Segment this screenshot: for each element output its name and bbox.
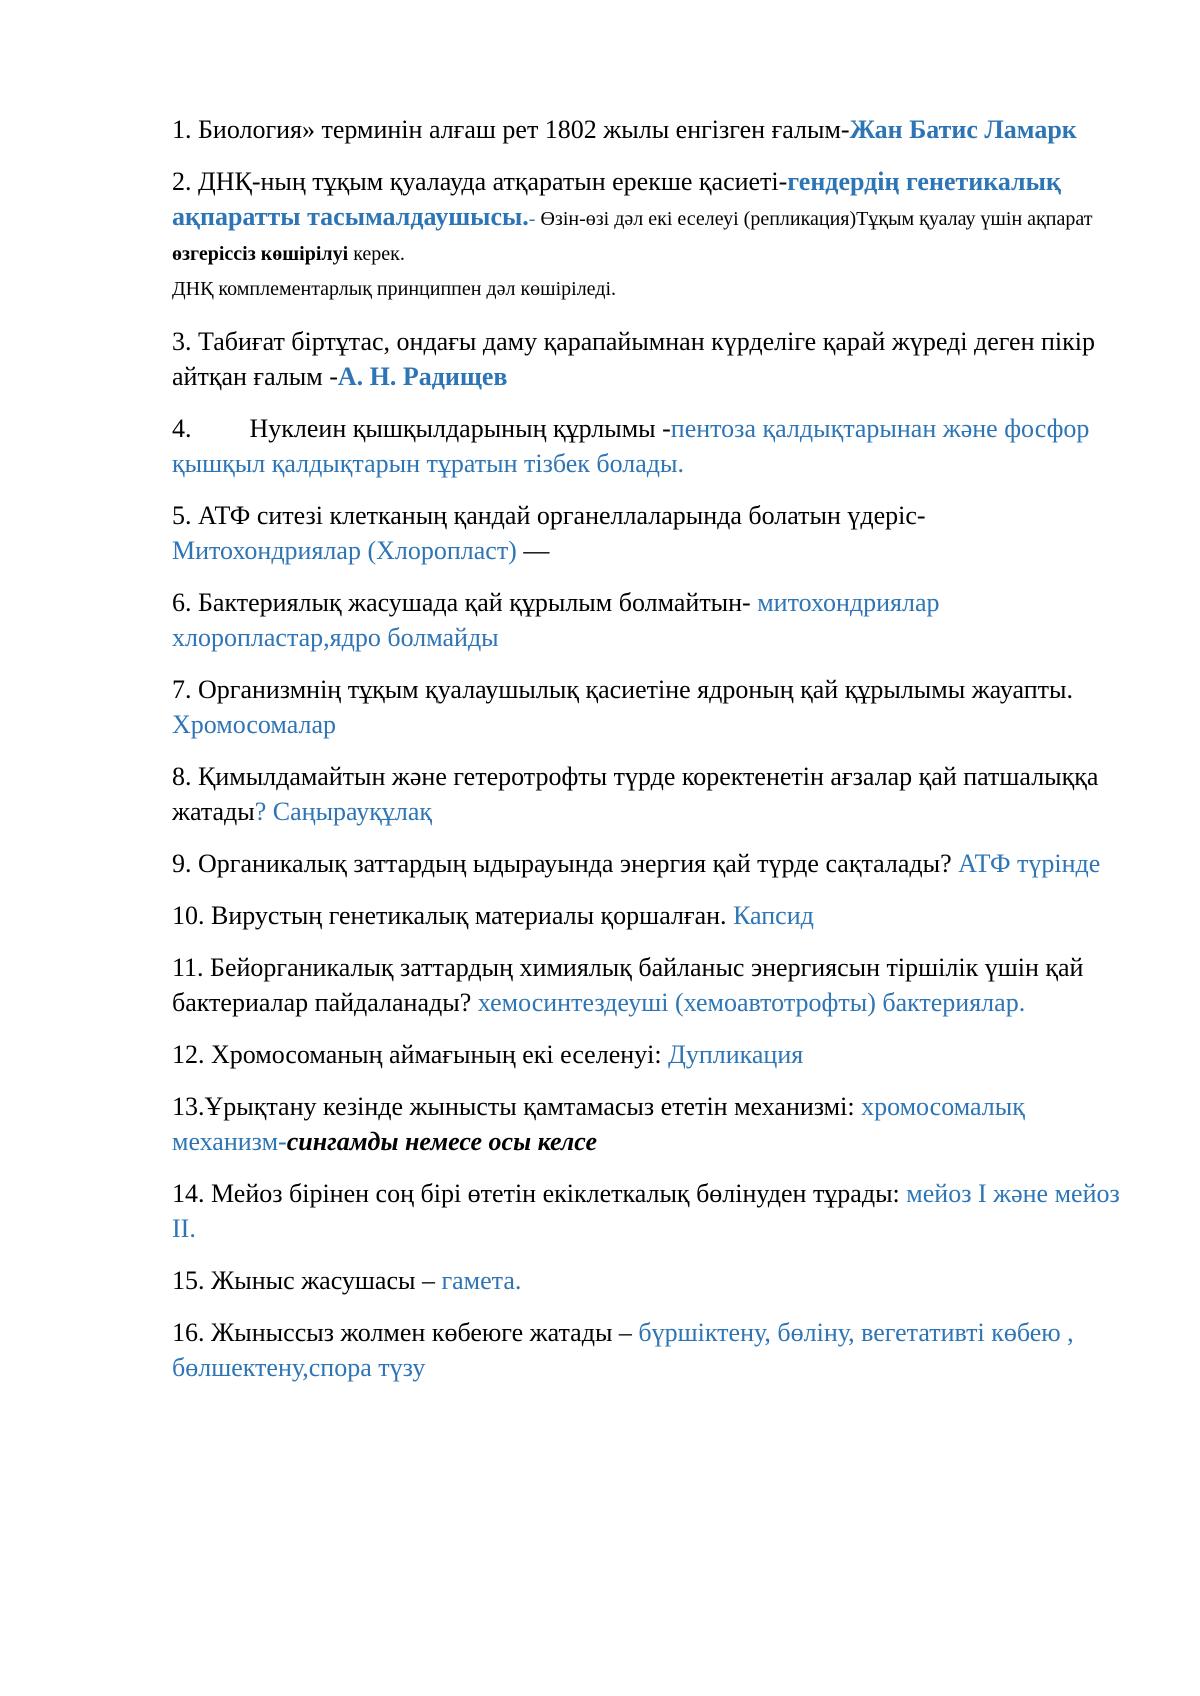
- answer-emphasis: сингамды немесе осы келсе: [286, 1127, 598, 1156]
- answer-text: Хромосомалар: [172, 710, 336, 739]
- answer-text: Дупликация: [668, 1040, 804, 1069]
- answer-text: митохондриялар хлоропластар,ядро болмайды: [172, 588, 940, 652]
- question-14: 14. Мейоз бірінен соң бірі өтетін екіклеткалық бөлінуден тұрады: мейоз I және мейоз II.: [172, 1179, 1120, 1243]
- question-8: 8. Қимылдамайтын және гетеротрофты түрде коректенетін ағзалар қай патшалыққа жатады? Саңырауқұлақ: [172, 762, 1099, 826]
- note-text-2: ДНҚ комплементарлық принциппен дәл көшіріледі.: [172, 278, 617, 300]
- question-15: 15. Жыныс жасушасы – гамета.: [172, 1266, 522, 1295]
- answer-text: гендердің генетикалық ақпаратты тасымалдаушысы.: [172, 167, 1061, 231]
- question-text: Организмнің тұқым қуалаушылық қасиетіне ядроның қай құрылымы жауапты.: [198, 675, 1073, 704]
- question-text: Бейорганикалық заттардың химиялық байланыс энергиясын тіршілік үшін қай бактериалар пайдаланады?: [172, 953, 1084, 1017]
- question-12: 12. Хромосоманың аймағының екі еселенуі: Дупликация: [172, 1040, 804, 1069]
- question-5: 5. АТФ ситезі клетканың қандай органеллаларында болатын үдеріс- Митохондриялар (Хлоропласт) —: [172, 501, 926, 565]
- answer-text: мейоз I және мейоз II.: [172, 1179, 1120, 1243]
- answer-text: АТФ түрінде: [958, 849, 1101, 878]
- question-13: 13.Ұрықтану кезінде жынысты қамтамасыз ететін механизмі: хромосомалық механизм-сингамды немесе осы келсе: [172, 1092, 1025, 1156]
- question-text: Ұрықтану кезінде жынысты қамтамасыз ететін механизмі:: [204, 1092, 862, 1121]
- note-bold-text: өзгеріссіз көшірілуі: [172, 243, 349, 265]
- question-7: 7. Организмнің тұқым қуалаушылық қасиетіне ядроның қай құрылымы жауапты. Хромосомалар: [172, 675, 1073, 739]
- question-list: [172, 112, 1132, 1402]
- question-text: Табиғат біртұтас, ондағы даму қарапайымнан күрделіге қарай жүреді деген пікір айтқан ғалым -: [172, 327, 1095, 391]
- question-3: 3. Табиғат біртұтас, ондағы даму қарапайымнан күрделіге қарай жүреді деген пікір айтқан ғалым -А. Н. Радищев: [172, 327, 1095, 391]
- question-text: Нуклеин қышқылдарының құрлымы -: [249, 414, 671, 443]
- question-2: 2. ДНҚ-ның тұқым қуалауда атқаратын ерекше қасиеті-гендердің генетикалық ақпаратты тасымалдаушысы.- Өзін-өзі дәл екі еселеуі (репликация)Тұқым қуалау үшін ақпарат өзгеріссіз көшірілуі керек. ДНҚ комплементарлық принциппен дәл көшіріледі.: [172, 167, 1093, 300]
- question-9: 9. Органикалық заттардың ыдырауында энергия қай түрде сақталады? АТФ түрінде: [172, 849, 1101, 878]
- question-6: 6. Бактериялық жасушада қай құрылым болмайтын- митохондриялар хлоропластар,ядро болмайды: [172, 588, 940, 652]
- question-text: Мейоз бірінен соң бірі өтетін екіклеткалық бөлінуден тұрады:: [211, 1179, 907, 1208]
- answer-text: Митохондриялар (Хлоропласт): [172, 536, 517, 565]
- answer-text: гамета.: [441, 1266, 522, 1295]
- answer-text: пентоза қалдықтарынан және фосфор қышқыл қалдықтарын тұратын тізбек болады.: [172, 414, 1090, 478]
- question-1: 1. Биология» терминін алғаш рет 1802 жылы енгізген ғалым-Жан Батис Ламарк: [172, 115, 1077, 144]
- question-4: 4. Нуклеин қышқылдарының құрлымы -пентоза қалдықтарынан және фосфор қышқыл қалдықтарын тұратын тізбек болады.: [172, 414, 1090, 478]
- note-text: Өзін-өзі дәл екі еселеуі (репликация)Тұқым қуалау үшін ақпарат: [540, 208, 1093, 230]
- answer-text: ? Саңырауқұлақ: [254, 797, 433, 826]
- answer-text: Капсид: [733, 901, 814, 930]
- answer-text: бүршіктену, бөліну, вегетативті көбею , бөлшектену,спора түзу: [172, 1318, 1074, 1382]
- question-10: 10. Вирустың генетикалық материалы қоршалған. Капсид: [172, 901, 814, 930]
- question-text: ДНҚ-ның тұқым қуалауда атқаратын ерекше қасиеті-: [198, 167, 788, 196]
- question-text: Хромосоманың аймағының екі еселенуі:: [211, 1040, 669, 1069]
- question-text: Бактериялық жасушада қай құрылым болмайтын-: [198, 588, 758, 617]
- question-text: Биология» терминін алғаш рет 1802 жылы енгізген ғалым-: [198, 115, 850, 144]
- answer-text: хемосинтездеуші (хемоавтотрофты) бактериялар.: [477, 988, 1026, 1017]
- question-text: Қимылдамайтын және гетеротрофты түрде коректенетін ағзалар қай патшалыққа жатады: [172, 762, 1099, 826]
- question-text: Вирустың генетикалық материалы қоршалған.: [211, 901, 734, 930]
- question-11: 11. Бейорганикалық заттардың химиялық байланыс энергиясын тіршілік үшін қай бактериалар пайдаланады? хемосинтездеуші (хемоавтотрофты) бактериялар.: [172, 953, 1084, 1017]
- question-text: Органикалық заттардың ыдырауында энергия қай түрде сақталады?: [198, 849, 959, 878]
- question-text: Жыныссыз жолмен көбеюге жатады –: [211, 1318, 639, 1347]
- answer-text: хромосомалық механизм-: [172, 1092, 1025, 1156]
- question-text: АТФ ситезі клетканың қандай органеллаларында болатын үдеріс-: [198, 501, 926, 530]
- answer-text: А. Н. Радищев: [337, 362, 508, 391]
- question-16: 16. Жыныссыз жолмен көбеюге жатады – бүршіктену, бөліну, вегетативті көбею , бөлшектену,спора түзу: [172, 1318, 1074, 1382]
- question-text: Жыныс жасушасы –: [211, 1266, 442, 1295]
- answer-text: Жан Батис Ламарк: [849, 115, 1077, 144]
